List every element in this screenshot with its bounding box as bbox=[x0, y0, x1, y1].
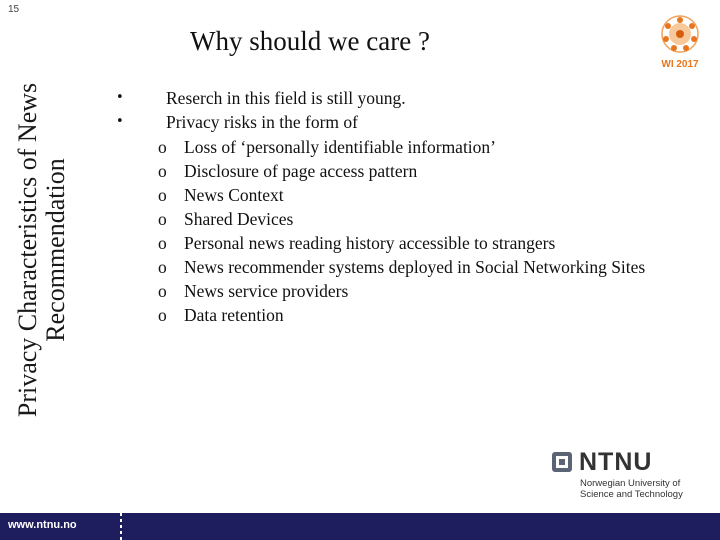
footer-url: www.ntnu.no bbox=[8, 519, 77, 531]
side-title-line-2: Recommendation bbox=[41, 158, 70, 342]
slide-title: Why should we care ? bbox=[190, 26, 430, 56]
sub-bullet-list bbox=[158, 135, 645, 327]
sub-bullet-item bbox=[158, 303, 645, 327]
bullet-text: Reserch in this field is still young. bbox=[166, 88, 406, 108]
bullet-list bbox=[116, 86, 406, 134]
wi-logo-text: WI 2017 bbox=[661, 59, 699, 70]
sub-bullet-item bbox=[158, 231, 645, 255]
bullet-marker: • bbox=[116, 114, 124, 129]
side-title bbox=[14, 40, 70, 460]
sub-bullet-marker: o bbox=[158, 209, 167, 229]
sub-bullet-item bbox=[158, 279, 645, 303]
sub-bullet-text: Loss of ‘personally identifiable information’ bbox=[184, 137, 497, 157]
sub-bullet-marker: o bbox=[158, 257, 167, 277]
sub-bullet-item bbox=[158, 207, 645, 231]
wi-2017-logo bbox=[648, 8, 712, 72]
ntnu-subtitle-line-1: Norwegian University of bbox=[580, 478, 681, 489]
ntnu-logo bbox=[550, 448, 710, 504]
sub-bullet-marker: o bbox=[158, 305, 167, 325]
ntnu-subtitle-line-2: Science and Technology bbox=[580, 489, 683, 500]
sub-bullet-marker: o bbox=[158, 137, 167, 157]
sub-bullet-item bbox=[158, 255, 645, 279]
sub-bullet-text: Data retention bbox=[184, 305, 284, 325]
side-title-line-1: Privacy Characteristics of News bbox=[13, 82, 42, 418]
sub-bullet-item bbox=[158, 135, 645, 159]
sub-bullet-marker: o bbox=[158, 281, 167, 301]
bullet-item bbox=[116, 86, 406, 110]
bullet-marker: • bbox=[116, 90, 124, 105]
sub-bullet-item bbox=[158, 183, 645, 207]
sub-bullet-text: News Context bbox=[184, 185, 284, 205]
sub-bullet-text: Personal news reading history accessible to strangers bbox=[184, 233, 556, 253]
footer-bar bbox=[0, 513, 720, 540]
bullet-text: Privacy risks in the form of bbox=[166, 112, 358, 132]
ntnu-wordmark: NTNU bbox=[579, 448, 653, 476]
sub-bullet-text: Shared Devices bbox=[184, 209, 294, 229]
sub-bullet-item bbox=[158, 159, 645, 183]
bullet-item bbox=[116, 110, 406, 134]
footer-divider bbox=[120, 513, 122, 540]
ntnu-subtitle bbox=[580, 478, 683, 500]
slide-number: 15 bbox=[8, 4, 20, 15]
sub-bullet-text: News service providers bbox=[184, 281, 349, 301]
sub-bullet-marker: o bbox=[158, 161, 167, 181]
sub-bullet-marker: o bbox=[158, 233, 167, 253]
sub-bullet-text: News recommender systems deployed in Social Networking Sites bbox=[184, 257, 646, 277]
ntnu-square-icon bbox=[552, 452, 572, 472]
sub-bullet-text: Disclosure of page access pattern bbox=[184, 161, 418, 181]
sub-bullet-marker: o bbox=[158, 185, 167, 205]
